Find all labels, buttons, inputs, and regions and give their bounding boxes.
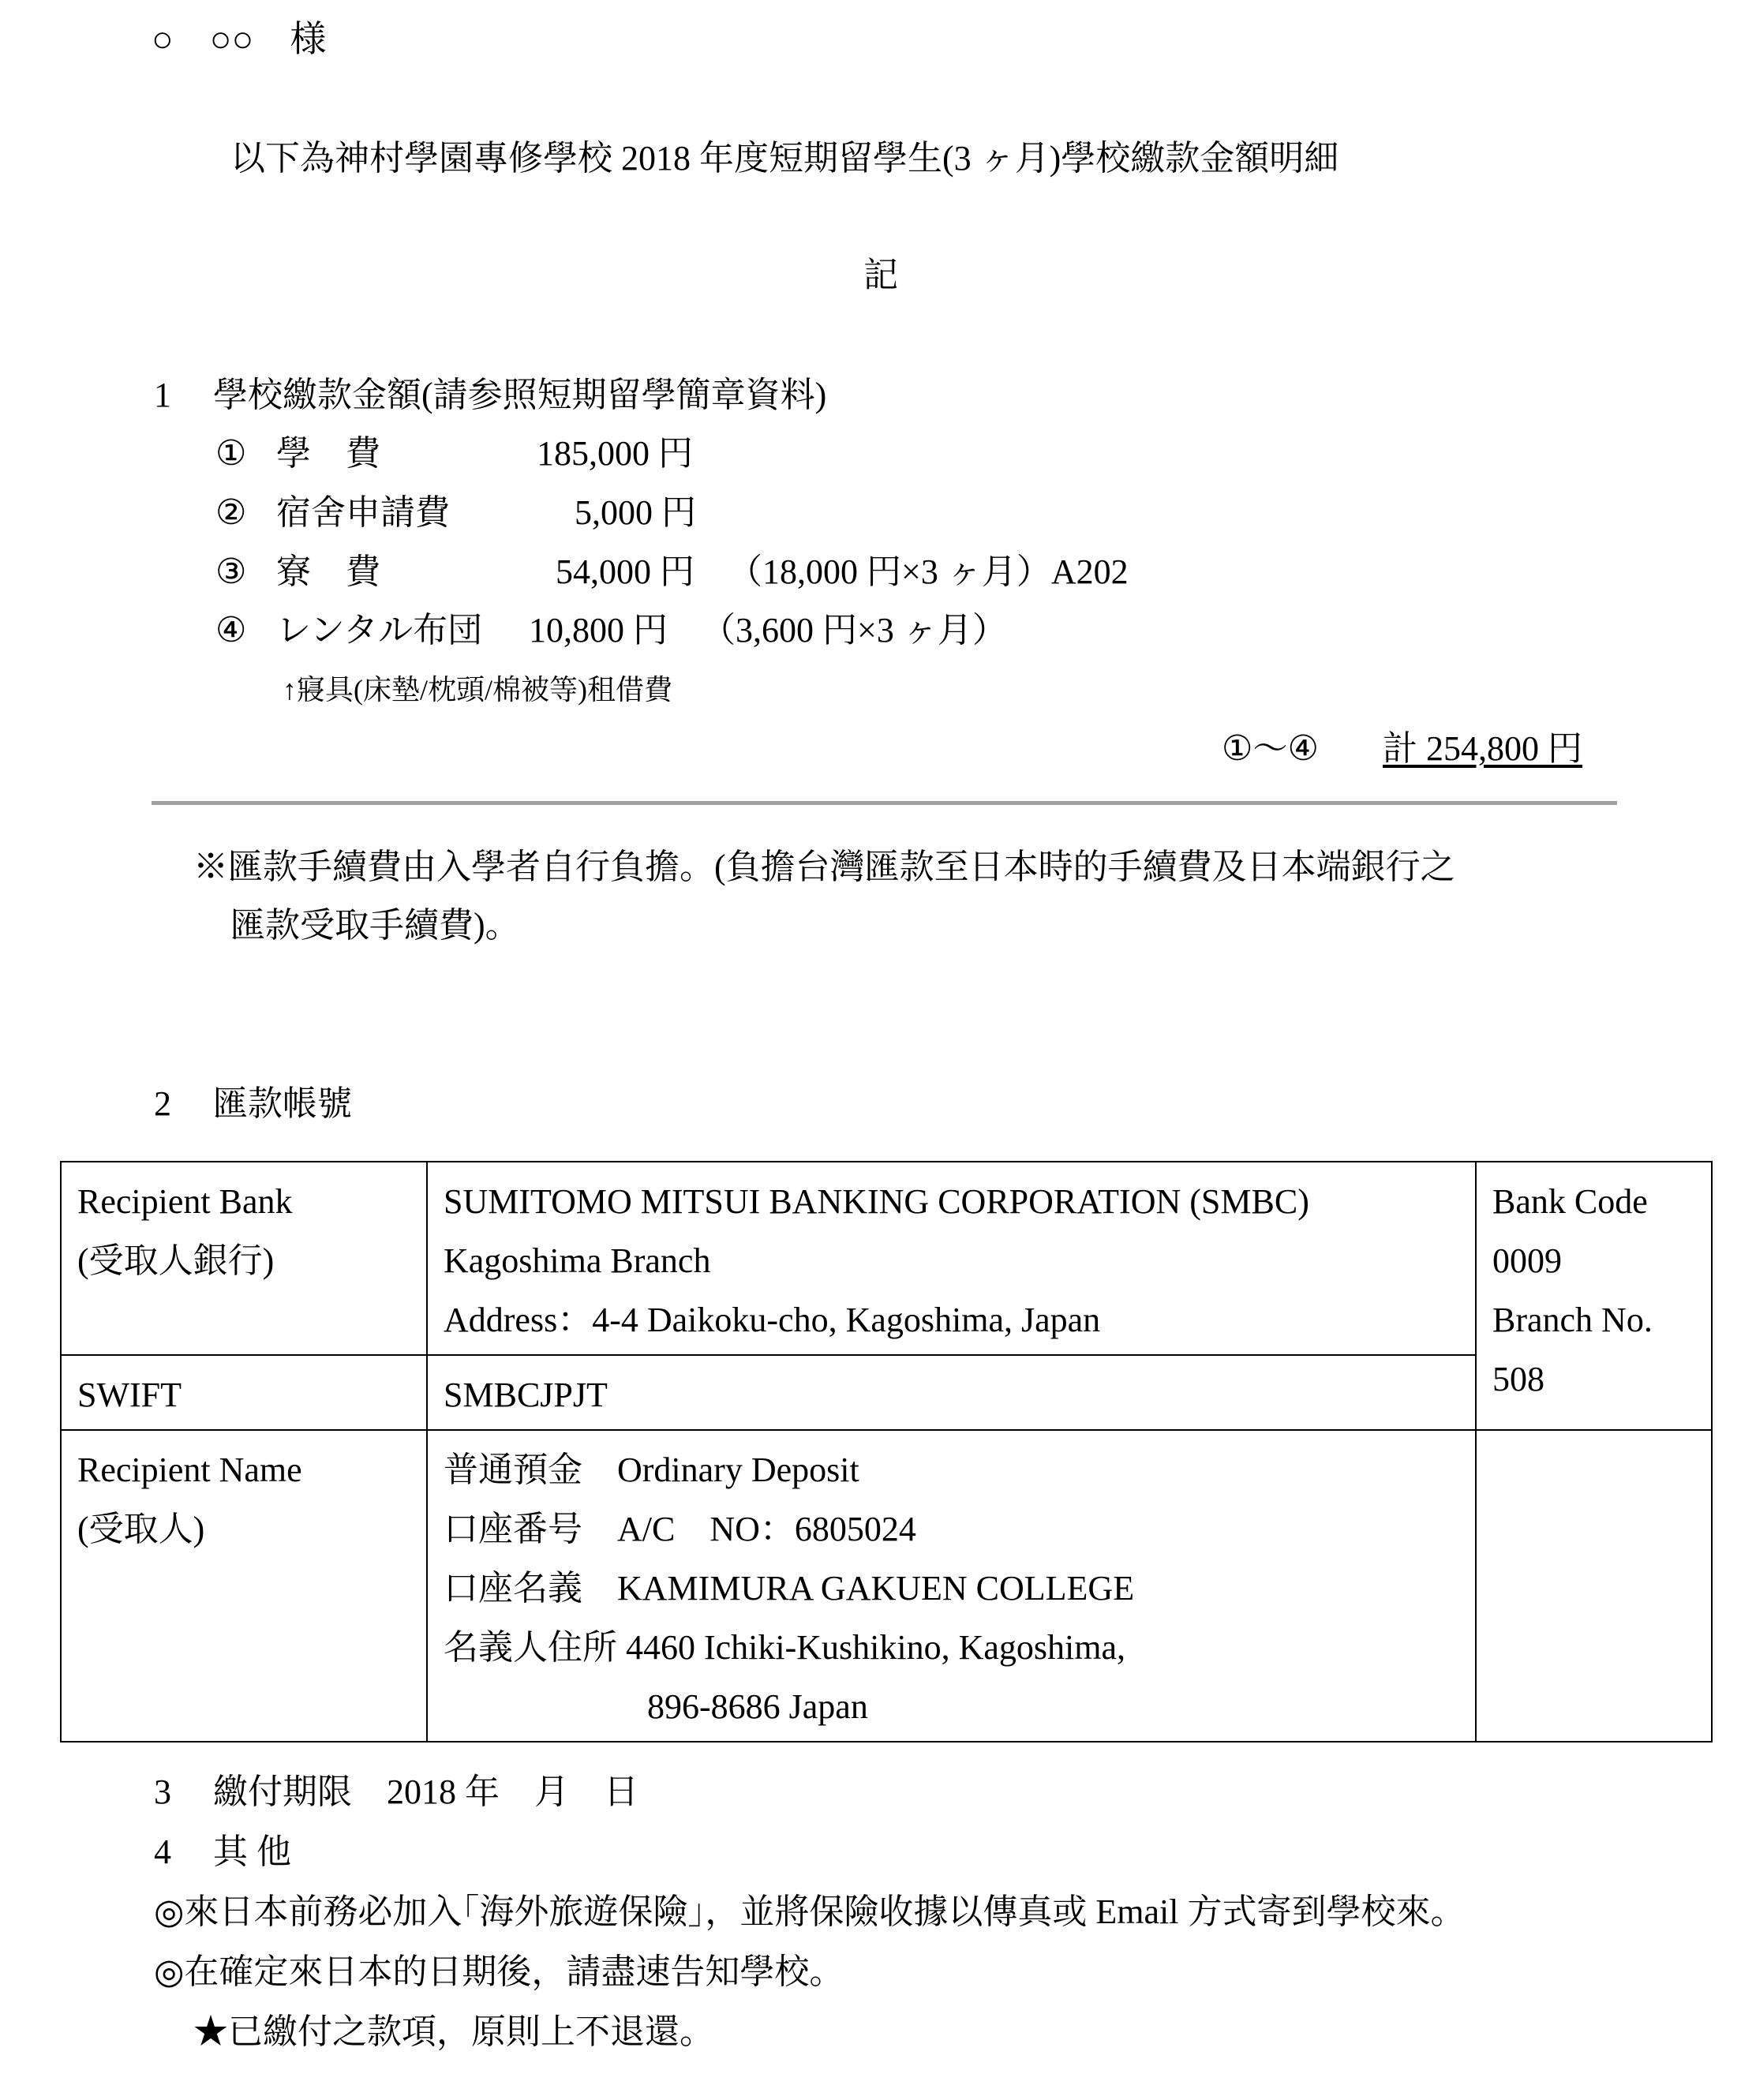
fee-amount: 10,800 円 xyxy=(529,611,668,649)
bank-code-value: 0009 xyxy=(1492,1241,1562,1280)
fee-amount: 185,000 円 xyxy=(537,434,693,473)
fee-label: 寮 費 xyxy=(276,552,380,591)
table-row xyxy=(61,1162,1712,1355)
fee-mark: ③ xyxy=(215,552,247,591)
recipient-label-zh: (受取人) xyxy=(77,1510,205,1548)
fee-note: （3,600 円×3 ヶ月） xyxy=(701,611,1007,649)
branch-no-label: Branch No. xyxy=(1492,1301,1653,1339)
bank-info-cell xyxy=(427,1162,1476,1355)
divider-line xyxy=(152,801,1617,805)
branch-no-value: 508 xyxy=(1492,1360,1544,1398)
account-type: 普通預金 Ordinary Deposit xyxy=(444,1451,859,1489)
note-arrival-date: ◎在確定來日本的日期後，請盡速告知學校。 xyxy=(154,1952,844,1991)
account-number: 口座番号 A/C NO：6805024 xyxy=(444,1510,916,1548)
bank-branch: Kagoshima Branch xyxy=(444,1241,711,1280)
recipient-label-en: Recipient Name xyxy=(77,1451,302,1489)
fee-note: （18,000 円×3 ヶ月）A202 xyxy=(728,552,1129,591)
holder-address-postal: 896-8686 Japan xyxy=(647,1687,868,1726)
bedding-note: ↑寢具(床墊/枕頭/棉被等)租借費 xyxy=(283,674,672,706)
fee-amount: 54,000 円 xyxy=(556,552,695,591)
fee-amount: 5,000 円 xyxy=(575,493,696,532)
holder-address: 名義人住所 4460 Ichiki-Kushikino, Kagoshima, xyxy=(444,1628,1126,1667)
table-row xyxy=(61,1430,1712,1742)
section1-title: 學校繳款金額(請参照短期留學簡章資料) xyxy=(213,376,827,414)
bank-label-en: Recipient Bank xyxy=(77,1182,293,1221)
recipient-label-cell xyxy=(61,1430,427,1742)
fee-label: レンタル布団 xyxy=(276,611,483,649)
account-name: 口座名義 KAMIMURA GAKUEN COLLEGE xyxy=(444,1569,1135,1608)
section2-title: 匯款帳號 xyxy=(213,1084,352,1123)
bank-code-label: Bank Code xyxy=(1492,1182,1648,1221)
bank-name: SUMITOMO MITSUI BANKING CORPORATION (SMBC) xyxy=(444,1182,1309,1221)
fee-notice-line1: ※匯款手續費由入學者自行負擔。(負擔台灣匯款至日本時的手續費及日本端銀行之 xyxy=(193,848,1455,886)
fee-mark: ④ xyxy=(215,611,247,649)
total-amount: 計 254,800 円 xyxy=(1383,729,1582,768)
section3-number: 3 xyxy=(154,1772,171,1811)
payment-deadline: 繳付期限 2018 年 月 日 xyxy=(213,1772,638,1811)
empty-cell xyxy=(1476,1430,1712,1742)
fee-label: 學 費 xyxy=(276,434,380,473)
bank-address: Address：4-4 Daikoku-cho, Kagoshima, Japan xyxy=(444,1301,1101,1339)
ki-heading: 記 xyxy=(863,256,898,294)
section4-title: 其 他 xyxy=(213,1832,291,1871)
intro-line: 以下為神村學園專修學校 2018 年度短期留學生(3 ヶ月)學校繳款金額明細 xyxy=(230,139,1339,178)
note-no-refund: ★已繳付之款項，原則上不退還。 xyxy=(193,2012,714,2051)
section2-number: 2 xyxy=(154,1084,171,1123)
recipient-info-cell xyxy=(427,1430,1476,1742)
bank-account-table xyxy=(60,1161,1713,1743)
note-insurance: ◎來日本前務必加入｢海外旅遊保險｣，並將保險收據以傳真或 Email 方式寄到學校來。 xyxy=(154,1892,1466,1931)
salutation: ○ ○○ 様 xyxy=(152,19,327,59)
bank-label-zh: (受取人銀行) xyxy=(77,1241,275,1280)
section4-number: 4 xyxy=(154,1832,171,1871)
fee-label: 宿舍申請費 xyxy=(276,493,450,532)
bank-label-cell xyxy=(61,1162,427,1355)
section1-number: 1 xyxy=(154,376,171,414)
bank-codes-cell xyxy=(1476,1162,1712,1430)
total-range: ①～④ xyxy=(1222,729,1319,768)
swift-value-cell: SMBCJPJT xyxy=(427,1355,1476,1430)
table-row xyxy=(61,1355,1712,1430)
fee-mark: ② xyxy=(215,493,247,532)
swift-label-cell: SWIFT xyxy=(61,1355,427,1430)
fee-notice-line2: 匯款受取手續費)。 xyxy=(230,906,520,945)
fee-mark: ① xyxy=(215,434,247,473)
